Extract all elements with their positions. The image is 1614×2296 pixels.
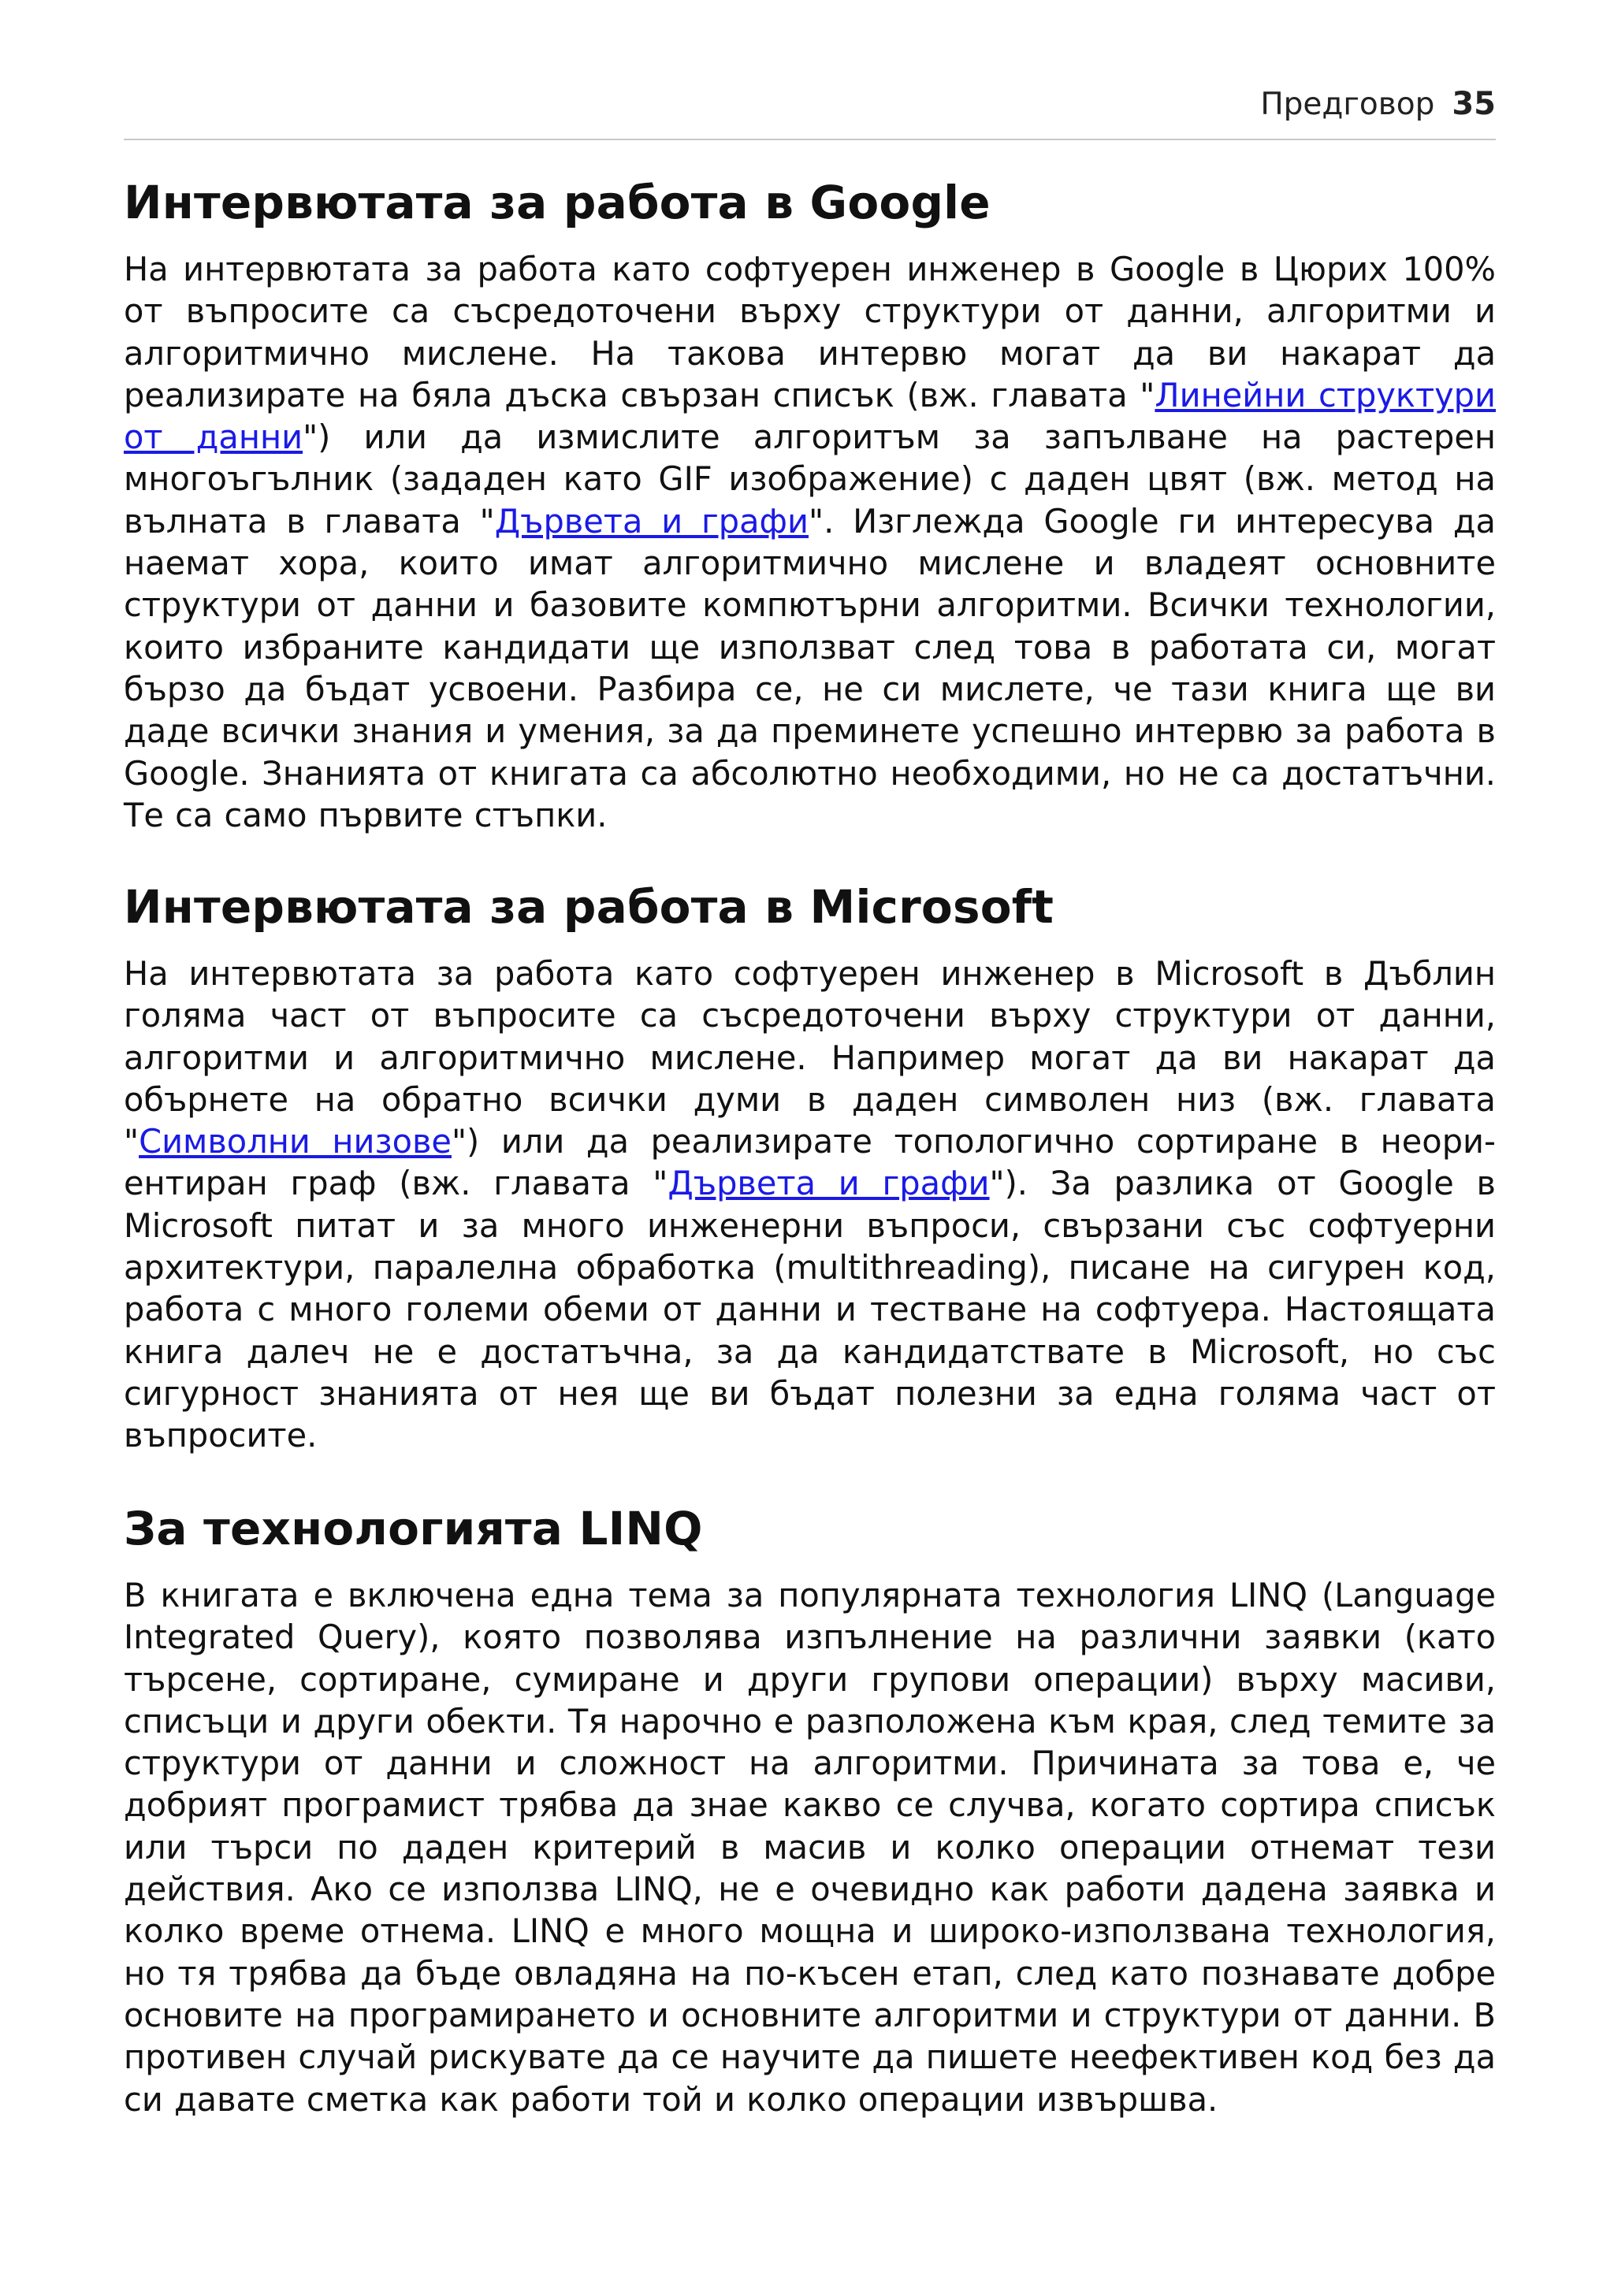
section-heading-microsoft: Интервютата за работа в Microsoft [124, 880, 1054, 934]
chapter-title: Предговор [1260, 87, 1435, 122]
link-trees-and-graphs[interactable]: Дървета и графи [494, 501, 809, 541]
paragraph-text: На интервютата за работа като софтуерен инженер в Microsoft в Дъблин голяма част от въпросите са съсредоточени върху структури от данни, алгоритми и алгоритмично мислене. Например могат да ви накарат да обърнете на обратно всички думи в даден символен низ (вж. главата " [124, 954, 1496, 1161]
paragraph-text: "). За разлика от Google в Microsoft питат и за много инженерни въпроси, свързани със софтуерни архитектури, паралелна обработка (multithreading), писане на сигурен код, работа с много големи обеми от данни и тестване на софтуера. Настоящата книга далеч не е достатъчна, за да кандидатствате в Microsoft, но със сигурност знанията от нея ще ви бъдат полезни за една голяма част от въпросите. [124, 1164, 1496, 1455]
page-number: 35 [1452, 86, 1496, 122]
paragraph-text: ") или да измислите алгоритъм за запълване на растерен многоъгълник (зададен като GIF изображение) с даден цвят (вж. метод на вълната в главата " [124, 418, 1496, 541]
section-paragraph-linq: В книгата е включена една тема за популярната технология LINQ (Language Integrated Query), която позволява изпълнение на различни заявки (като търсене, сортиране, сумиране и други групови операции) върху масиви, списъци и други обекти. Тя нарочно е разположена към края, след темите за структури от данни и сложност на алгоритми. Причината за това е, че добрият програмист трябва да знае какво се случва, когато сортира списък или търси по даден критерий в масив и колко операции отнемат тези действия. Ако се използва LINQ, не е очевидно как работи дадена заявка и колко време отнема. LINQ е много мощна и широко-използвана технология, но тя трябва да бъде овладяна на по-късен етап, след като познавате добре основите на програмирането и основните алгоритми и структури от данни. В противен случай рискувате да се научите да пишете неефективен код без да си давате сметка как работи той и колко операции извършва. [124, 1576, 1496, 2119]
paragraph-text: На интервютата за работа като софтуерен инженер в Google в Цюрих 100% от въпросите са съсредоточени върху структури от данни, алгоритми и алгоритмично мислене. На такова интервю могат да ви накарат да реализирате на бяла дъска свързан списък (вж. главата " [124, 250, 1496, 414]
link-strings[interactable]: Символни низове [139, 1122, 452, 1161]
section-paragraph-microsoft [124, 953, 1496, 1457]
section-heading-linq: За технологията LINQ [124, 1502, 703, 1555]
link-trees-and-graphs[interactable]: Дървета и графи [668, 1164, 990, 1203]
paragraph-text: ". Изглежда Google ги интересува да наемат хора, които имат алгоритмично мислене и владеят основните структури от данни и базовите компютърни алгоритми. Всички технологии, които избраните кандидати ще използват след това в работата си, могат бързо да бъдат усвоени. Разбира се, не си мислете, че тази книга ще ви даде всички знания и умения, за да преминете успешно интервю за работа в Google. Знанията от книгата са абсолютно необходими, но не са достатъчни. Те са само първите стъпки. [124, 501, 1496, 834]
section-paragraph-google [124, 248, 1496, 836]
section-heading-google: Интервютата за работа в Google [124, 176, 991, 229]
link-linear-data-structures[interactable]: Линейни структури от данни [124, 375, 1496, 457]
running-header [124, 85, 1496, 140]
paragraph-text: ") или да реализирате топологично сортиране в неориентиран граф (вж. главата " [124, 1122, 1496, 1203]
